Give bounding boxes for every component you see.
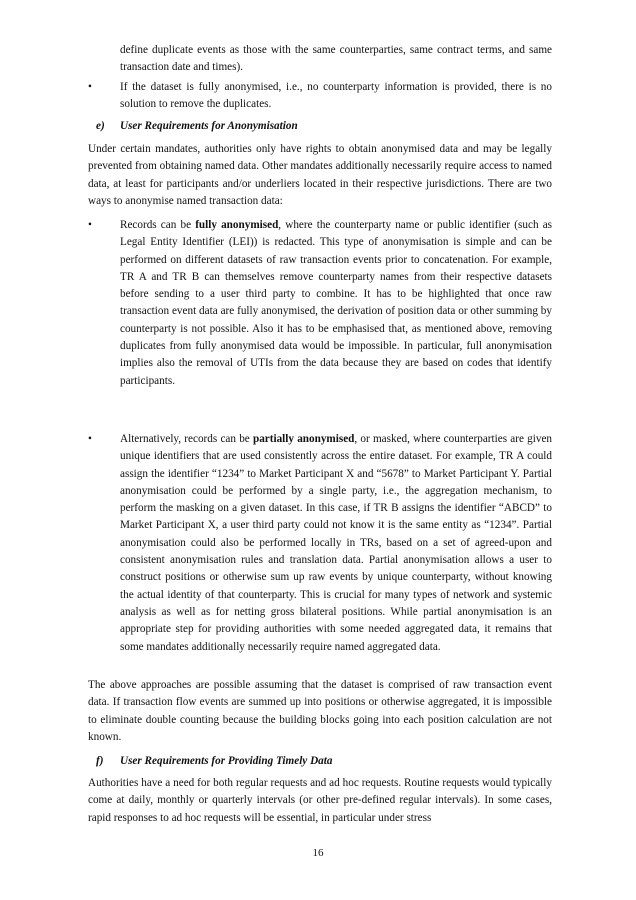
bullet-bold-term: fully anonymised (195, 219, 279, 231)
bullet-text (120, 431, 552, 656)
bullet-marker: • (88, 219, 92, 231)
paragraph-approaches: The above approaches are possible assuming that the dataset is comprised of raw transaction event data. If transaction flow events are summed up into positions or otherwise aggregated, it is impossible to eliminate double counting because the building blocks going into each position calculation are not known. (88, 679, 552, 743)
bullet-rest: , where the counterparty name or public identifier (such as Legal Entity Identifier (LEI)) is redacted. This type of anonymisation is simple and can be performed on different datasets of raw transaction events prior to concatenation. For example, TR A and TR B can themselves remove counterparty names from their respective datasets before sending to a user third party to combine. It has to be highlighted that once raw transaction event data are fully anonymised, the derivation of position data or other summing by counterparty is not possible. Also it has to be emphasised that, as mentioned above, removing duplicates from fully anonymised data would be impossible. In particular, full anonymisation implies also the removal of UTIs from the data because they are based on codes that identify participants. (120, 219, 553, 387)
bullet-lead: Alternatively, records can be (120, 433, 253, 445)
bullet-marker: • (88, 81, 92, 93)
section-letter: e) (96, 120, 105, 132)
section-letter: f) (96, 755, 104, 767)
bullet-text: If the dataset is fully anonymised, i.e., no counterparty information is provided, there is no solution to remove the duplicates. (120, 81, 552, 111)
bullet-rest: , or masked, where counterparties are given unique identifiers that are used consistently across the entire dataset. For example, TR A could assign the identifier “1234” to Market Participant X and “5678” to Market Participant Y. Partial anonymisation could be performed by a single party, i.e., the aggregation mechanism, to perform the masking on a given dataset. In this case, if TR B assigns the identifier “ABCD” to Market Participant X, a user third party could not know it is the same entity as “1234”. Partial anonymisation could also be performed locally in TRs, based on a set of agreed-upon and consistent anonymisation rules and translation data. Partial anonymisation allows a user to construct positions or otherwise sum up raw events by unique counterparty, without knowing the actual identity of that counterparty. This is crucial for many types of network and systemic analysis as well as for netting gross bilateral positions. While partial anonymisation is an appropriate step for providing authorities with some needed aggregated data, it remains that some mandates additionally necessarily require named aggregated data. (120, 433, 552, 653)
bullet-bold-term: partially anonymised (252, 433, 355, 445)
bullet-text (120, 217, 552, 390)
paragraph-mandates: Under certain mandates, authorities only have rights to obtain anonymised data and may be legally prevented from obtaining named data. Other mandates additionally necessarily require access to named data, at least for participants and/or underliers located in their respective jurisdictions. There are two ways to anonymise named transaction data: (88, 143, 552, 207)
bullet-lead: Records can be (120, 219, 196, 231)
section-title: User Requirements for Anonymisation (120, 120, 298, 132)
bullet-marker: • (88, 433, 92, 445)
paragraph-authorities: Authorities have a need for both regular requests and ad hoc requests. Routine requests would typically come at daily, monthly or quarterly intervals (or other pre-defined regular intervals). In some cases, rapid responses to ad hoc requests will be essential, in particular under stress (88, 777, 552, 824)
section-heading-anonymisation (96, 118, 552, 135)
section-heading-timely-data (96, 753, 552, 770)
section-title: User Requirements for Providing Timely Data (120, 755, 333, 767)
page-number: 16 (312, 847, 324, 859)
continuation-paragraph: define duplicate events as those with the same counterparties, same contract terms, and same transaction date and times). (120, 44, 552, 74)
